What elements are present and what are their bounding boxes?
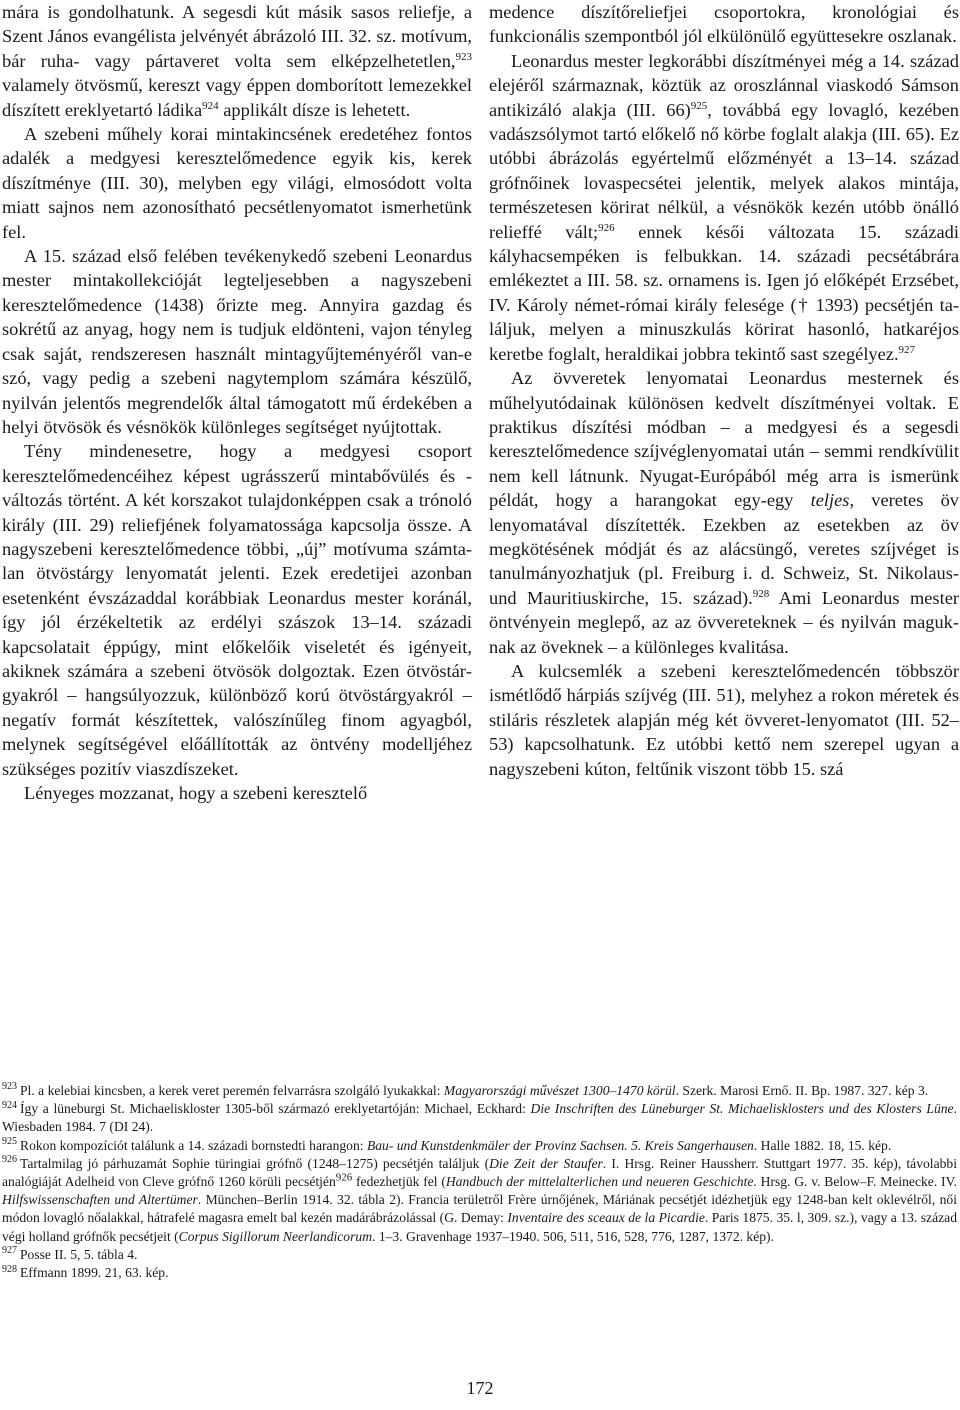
footnote-926: $^{926}$ Tartalmilag jó párhuzamát Sophie türingiai grófnő (1248–1275) pecsétjén találjuk (Die Zeit der Staufer. I. Hrsg. Reiner Haussherr. Stuttgart 1977. 35. kép), távolabbi analógiáját Adelheid von Cleve grófnő 1260 körüli pecsétjén$^{926}$ fedezhetjük fel (Handbuch der mittelalterlichen und neueren Geschichte. Hrsg. G. v. Below–F. Meinecke. IV. Hilfswissenschaften und Altertümer. München–Berlin 1914. 32. tábla 2). Francia területről Frère úrnőjének, Máriának pecsétjét idézhetjük egy 1248-ban kelt oklevélről, női módon lovagló nőalakkal, hátrafelé magasra emelt bal kezén madárábrázolással (G. Demay: Inventaire des sceaux de la Picardie. Paris 1875. 35. l, 309. sz.), vagy a 13. század végi holland grófnők pecsétjeit (Corpus Sigillorum Neerlandicorum. 1–3. Gravenhage 1937–1940. 506, 511, 516, 528, 776, 1287, 1372. kép). bbox=[2, 1154, 957, 1244]
footnote-ref-928[interactable]: 928 bbox=[752, 587, 770, 600]
footnote-ref-924[interactable]: 924 bbox=[202, 99, 219, 112]
footnotes bbox=[2, 1082, 957, 1282]
footnote-928: $^{928}$ Effmann 1899. 21, 63. kép. bbox=[2, 1263, 169, 1281]
paragraph: mára is gondolhatunk. A segesdi kút másik sasos reliefje, a Szent János evangélista jelvényét ábrázoló III. 32. sz. motívum, bár ruha- vagy pártaveret volta sem elképzelhetetlen,$^{923}$ valamely ötvösmű, kereszt vagy éppen domborított lemezekkel díszített ereklyetartó ládika$^{924}$ applikált dísze is lehetett. bbox=[2, 2, 472, 120]
footnote-ref-923[interactable]: 923 bbox=[455, 50, 472, 63]
paragraph: Az övveretek lenyomatai Leonardus mesternek és műhelyutódainak különösen kedvelt díszítményei voltak. E praktikus díszítési módban – a medgyesi és a segesdi keresztelőmedence szíjvéglenyomatai után – semmi rendkívülit nem kell látnunk. Nyugat-Európából még arra is ismerünk példát, hogy a harangokat egy-egy teljes, veretes öv lenyomatával díszítették. Ezekben az esetekben az öv megkötésének módját és az alácsüngő, veretes szíjvéget is tanulmányozhatjuk (pl. Freiburg i. d. Schweiz, St. Nikolaus- und Mauritiuskirche, 15. század).$^{928}$ Ami Leonardus mester öntvényein meglepő, az az övvereteknek – és nyilván maguknak az öveknek – a különleges kvalitása. bbox=[489, 368, 959, 657]
page-number: 172 bbox=[466, 1378, 494, 1398]
footnote-924: $^{924}$ Így a lüneburgi St. Michaeliskloster 1305-ből származó ereklyetartóján: Michael, Eckhard: Die Inschriften des Lüneburger St. Michaelisklosters und des Klosters Lüne. Wiesbaden 1984. 7 (DI 24). bbox=[2, 1099, 957, 1135]
paragraph: medence díszítőreliefjei csoportokra, kronológiai és funkcionális szempontból jól elkülönülő együttesekre oszlanak. bbox=[489, 2, 959, 47]
footnote-925: $^{925}$ Rokon kompozíciót találunk a 14. századi bornstedti harangon: Bau- und Kunstdenkmäler der Provinz Sachsen. 5. Kreis Sangerhausen. Halle 1882. 18, 15. kép. bbox=[2, 1136, 892, 1153]
paragraph: A kulcsemlék a szebeni keresztelőmedencén többször ismétlődő hárpiás szíjvég (III. 51), melyhez a rokon méretek és stiláris részletek alapján még két övveret-lenyomatot (III. 52–53) kapcsolhatunk. Ez utóbbi kettő nem szerepel ugyan a nagyszebeni kúton, feltűnik viszont több 15. szá bbox=[489, 660, 959, 779]
footnote-ref-927[interactable]: 927 bbox=[898, 343, 916, 356]
paragraph: A szebeni műhely korai mintakincsének eredetéhez fontos adalék a medgyesi keresztelőmedence egyik kis, kerek díszítménye (III. 30), melyben egy világi, elmosódott volta miatt sajnos nem azonosítható pecsétlenyomatot ismerhetünk fel. bbox=[2, 124, 472, 242]
footnote-923: $^{923}$ Pl. a kelebiai kincsben, a kerek veret peremén felvarrásra szolgáló lyukakkal: Magyarországi művészet 1300–1470 körül. Szerk. Marosi Ernő. II. Bp. 1987. 327. kép 3. bbox=[2, 1081, 929, 1098]
footnote-ref-925[interactable]: 925 bbox=[690, 99, 708, 112]
paragraph: Tény mindenesetre, hogy a medgyesi csoport keresztelőmedencéihez képest ugrásszerű mintabővülés és -változás történt. A két korszakot tulajdonképpen csak a trónoló király (III. 29) reliefjének folyamatossága kapcsolja össze. A nagyszebeni keresztelőmedence többi, „új” motívuma számtalan ötvöstárgy lenyomatát jelenti. Ezek eredetijei azonban esetenként évszázaddal korábbiak Leonardus mester koránál, így jól érzékeltetik az erdélyi szászok 13–14. századi kapcsolatait éppúgy, mint előkelőik viseletét és igényeit, akiknek számára a szebeni ötvösök dolgoztak. Ezen ötvöstárgyakról – hangsúlyozzuk, különböző korú ötvöstárgyakról – negatív formát készítettek, valószínűleg finom agyagból, melynek segítségével előállították az öntvény modelljéhez szükséges pozitív viaszdíszeket. bbox=[2, 441, 472, 779]
paragraph: Leonardus mester legkorábbi díszítményei még a 14. század elejéről származnak, köztük az oroszlánnal viaskodó Sámson antikizáló alakja (III. 66)$^{925}$, továbbá egy lovagló, kezében vadászsólymot tartó előkelő nő körbe foglalt alakja (III. 65). Ez utóbbi ábrázolás egyértelmű előzményét a 13–14. század grófnőinek lovaspecsétei jelentik, melyek alakos mintája, természetesen körirat nélkül, a vésnökök kezén utóbb önálló relieffé vált;$^{926}$ ennek késői változata 15. századi kályhacsempéken is felbukkan. 14. századi pecsétábrára emlékeztet a III. 58. sz. ornamens is. Igen jó előképét Erzsébet, IV. Károly német-római király felesége († 1393) pecsétjén találjuk, melyen a minuszkulás körirat hasonló, hatkaréjos keretbe foglalt, heraldikai jobbra tekintő sast szegélyez.$^{927}$ bbox=[489, 50, 959, 364]
paragraph: Lényeges mozzanat, hogy a szebeni keresztelő bbox=[24, 783, 368, 803]
footnote-ref-926[interactable]: 926 bbox=[598, 221, 615, 234]
left-column bbox=[2, 0, 472, 805]
paragraph: A 15. század első felében tevékenykedő szebeni Leonardus mester mintakollekcióját legteljesebben a nagyszebeni keresztelőmedence (1438) őrizte meg. Annyira gazdag és sokrétű az anyag, hogy nem is tudjuk eldönteni, vajon tényleg csak saját, rendszeresen használt mintagyűjteményéről van-e szó, vagy pedig a szebeni nagytemplom számára készülő, nyilván jelentős megrendelők által támogatott mű érdekében a helyi ötvösök és vésnökök különleges segítséget nyújtottak. bbox=[2, 246, 472, 437]
footnote-927: $^{927}$ Posse II. 5, 5. tábla 4. bbox=[2, 1245, 138, 1262]
right-column bbox=[489, 0, 959, 781]
